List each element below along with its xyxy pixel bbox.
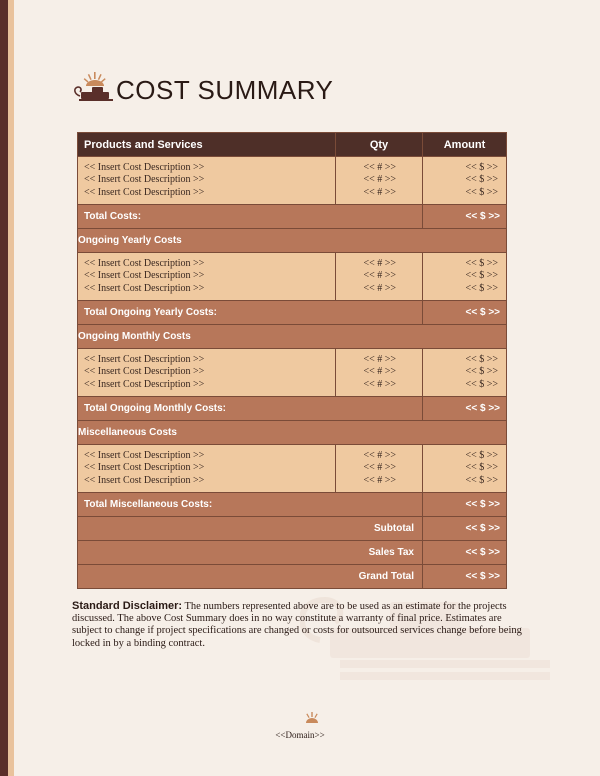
subtotal-row [78, 517, 507, 541]
cost-description: << Insert Cost Description >> [84, 258, 205, 270]
description-cell[interactable] [78, 157, 336, 205]
cost-qty: << # >> [363, 186, 396, 198]
total-monthly-label: Total Ongoing Monthly Costs: [78, 397, 423, 421]
cost-detail-rows [78, 445, 507, 493]
cost-amount: << $ >> [465, 186, 498, 198]
cost-description: << Insert Cost Description >> [84, 270, 205, 282]
left-border-stripe [0, 0, 8, 776]
cost-qty: << # >> [363, 282, 396, 294]
amount-cell[interactable] [423, 157, 507, 205]
sales-tax-row [78, 541, 507, 565]
column-header-qty: Qty [336, 133, 423, 157]
total-costs-label: Total Costs: [78, 205, 423, 229]
amount-cell[interactable] [423, 349, 507, 397]
subtotal-value[interactable]: << $ >> [423, 517, 507, 541]
cost-description: << Insert Cost Description >> [84, 366, 205, 378]
grand-total-value[interactable]: << $ >> [423, 565, 507, 589]
disclaimer-lead: Standard Disclaimer: [72, 600, 183, 612]
cost-amount: << $ >> [465, 354, 498, 366]
cost-amount: << $ >> [465, 162, 498, 174]
total-yearly-row [78, 301, 507, 325]
description-cell[interactable] [78, 445, 336, 493]
standard-disclaimer [72, 600, 522, 650]
cost-amount: << $ >> [465, 258, 498, 270]
cost-description: << Insert Cost Description >> [84, 450, 205, 462]
grand-total-label: Grand Total [78, 565, 423, 589]
cost-qty: << # >> [363, 378, 396, 390]
cost-description: << Insert Cost Description >> [84, 354, 205, 366]
section-header-row [78, 325, 507, 349]
cost-amount: << $ >> [465, 378, 498, 390]
section-title-monthly: Ongoing Monthly Costs [78, 325, 507, 349]
total-misc-value[interactable]: << $ >> [423, 493, 507, 517]
cost-qty: << # >> [363, 174, 396, 186]
qty-cell[interactable] [336, 253, 423, 301]
amount-cell[interactable] [423, 253, 507, 301]
cost-description: << Insert Cost Description >> [84, 282, 205, 294]
column-header-amount: Amount [423, 133, 507, 157]
qty-cell[interactable] [336, 157, 423, 205]
table-header-row [78, 133, 507, 157]
sunrise-icon [302, 712, 322, 724]
column-header-products: Products and Services [78, 133, 336, 157]
disclaimer-text: The numbers represented above are to be used as an estimate for the projects discussed. The above Cost Summary does in no way constitute a warranty of final price. Estimates are subject to change if project specifications are changed or costs for outsourced services change before being locked in by a binding contract. [72, 601, 522, 649]
amount-cell[interactable] [423, 445, 507, 493]
qty-cell[interactable] [336, 445, 423, 493]
total-misc-label: Total Miscellaneous Costs: [78, 493, 423, 517]
cost-qty: << # >> [363, 474, 396, 486]
sales-tax-label: Sales Tax [78, 541, 423, 565]
cost-qty: << # >> [363, 162, 396, 174]
total-yearly-label: Total Ongoing Yearly Costs: [78, 301, 423, 325]
left-accent-stripe [8, 0, 14, 776]
cost-description: << Insert Cost Description >> [84, 378, 205, 390]
cost-amount: << $ >> [465, 282, 498, 294]
cost-qty: << # >> [363, 354, 396, 366]
total-yearly-value[interactable]: << $ >> [423, 301, 507, 325]
cost-amount: << $ >> [465, 474, 498, 486]
cost-qty: << # >> [363, 258, 396, 270]
total-misc-row [78, 493, 507, 517]
cost-detail-rows [78, 253, 507, 301]
total-monthly-row [78, 397, 507, 421]
cost-amount: << $ >> [465, 366, 498, 378]
footer-domain: <<Domain>> [275, 730, 325, 740]
cost-qty: << # >> [363, 270, 396, 282]
total-costs-value[interactable]: << $ >> [423, 205, 507, 229]
sunrise-plane-icon [70, 70, 118, 106]
sales-tax-value[interactable]: << $ >> [423, 541, 507, 565]
description-cell[interactable] [78, 253, 336, 301]
cost-qty: << # >> [363, 462, 396, 474]
qty-cell[interactable] [336, 349, 423, 397]
cost-amount: << $ >> [465, 174, 498, 186]
cost-amount: << $ >> [465, 270, 498, 282]
cost-detail-rows [78, 349, 507, 397]
cost-description: << Insert Cost Description >> [84, 462, 205, 474]
cost-description: << Insert Cost Description >> [84, 174, 205, 186]
section-header-row [78, 421, 507, 445]
cost-amount: << $ >> [465, 462, 498, 474]
cost-summary-table [77, 132, 507, 589]
section-header-row [78, 229, 507, 253]
section-title-misc: Miscellaneous Costs [78, 421, 507, 445]
cost-qty: << # >> [363, 450, 396, 462]
cost-description: << Insert Cost Description >> [84, 162, 205, 174]
cost-description: << Insert Cost Description >> [84, 186, 205, 198]
total-costs-row [78, 205, 507, 229]
total-monthly-value[interactable]: << $ >> [423, 397, 507, 421]
cost-detail-rows [78, 157, 507, 205]
cost-description: << Insert Cost Description >> [84, 474, 205, 486]
section-title-yearly: Ongoing Yearly Costs [78, 229, 507, 253]
subtotal-label: Subtotal [78, 517, 423, 541]
cost-qty: << # >> [363, 366, 396, 378]
cost-amount: << $ >> [465, 450, 498, 462]
page-title: COST SUMMARY [116, 75, 334, 105]
description-cell[interactable] [78, 349, 336, 397]
